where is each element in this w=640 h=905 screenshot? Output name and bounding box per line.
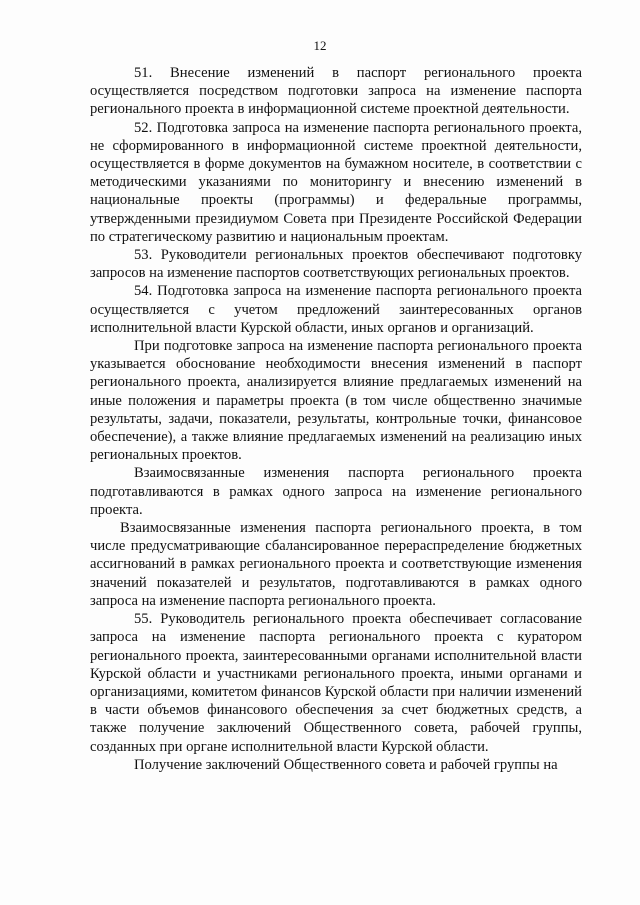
paragraph-55: 55. Руководитель регионального проекта обеспечивает согласование запроса на изменение паспорта регионального проекта с куратором регионального проекта, заинтересованными органами исполнительной власти Курской области и участниками регионального проекта, иными органами и организациями, комитетом финансов Курской области при наличии изменений в части объемов финансового обеспечения за счет бюджетных средств, а также получение заключений Общественного совета, рабочей группы, созданных при органе исполнительной власти Курской области.	[90, 611, 582, 755]
paragraph-54-justification: При подготовке запроса на изменение паспорта регионального проекта указывается обоснование необходимости внесения изменений в паспорт регионального проекта, анализируется влияние предлагаемых изменений на иные положения и параметры проекта (в том числе общественно значимые результаты, задачи, показатели, результаты, контрольные точки, финансовое обеспечение), а также влияние предлагаемых изменений на реализацию иных региональных проектов.	[90, 338, 582, 464]
paragraph-54-interrelated-budget-changes: Взаимосвязанные изменения паспорта регионального проекта, в том числе предусматривающие сбалансированное перераспределение бюджетных ассигнований в рамках регионального проекта и соответствующие изменения значений показателей и результатов, подготавливаются в рамках одного запроса на изменение паспорта регионального проекта.	[90, 520, 582, 609]
paragraph-53: 53. Руководители региональных проектов обеспечивают подготовку запросов на изменение паспортов соответствующих региональных проектов.	[90, 247, 582, 282]
paragraph-55-conclusions: Получение заключений Общественного совета и рабочей группы на	[134, 756, 558, 773]
paragraph-51: 51. Внесение изменений в паспорт регионального проекта осуществляется посредством подготовки запроса на изменение паспорта регионального проекта в информационной системе проектной деятельности.	[90, 65, 582, 118]
document-body	[90, 64, 582, 774]
page-number: 12	[313, 38, 327, 53]
paragraph-54: 54. Подготовка запроса на изменение паспорта регионального проекта осуществляется с учетом предложений заинтересованных органов исполнительной власти Курской области, иных органов и организаций.	[90, 283, 582, 336]
paragraph-54-interrelated-changes: Взаимосвязанные изменения паспорта регионального проекта подготавливаются в рамках одного запроса на изменение регионального проекта.	[90, 465, 582, 518]
paragraph-52: 52. Подготовка запроса на изменение паспорта регионального проекта, не сформированного в информационной системе проектной деятельности, осуществляется в форме документов на бумажном носителе, в соответствии с методическими указаниями по мониторингу и внесению изменений в национальные проекты (программы) и федеральные программы, утвержденными президиумом Совета при Президенте Российской Федерации по стратегическому развитию и национальным проектам.	[90, 119, 582, 245]
